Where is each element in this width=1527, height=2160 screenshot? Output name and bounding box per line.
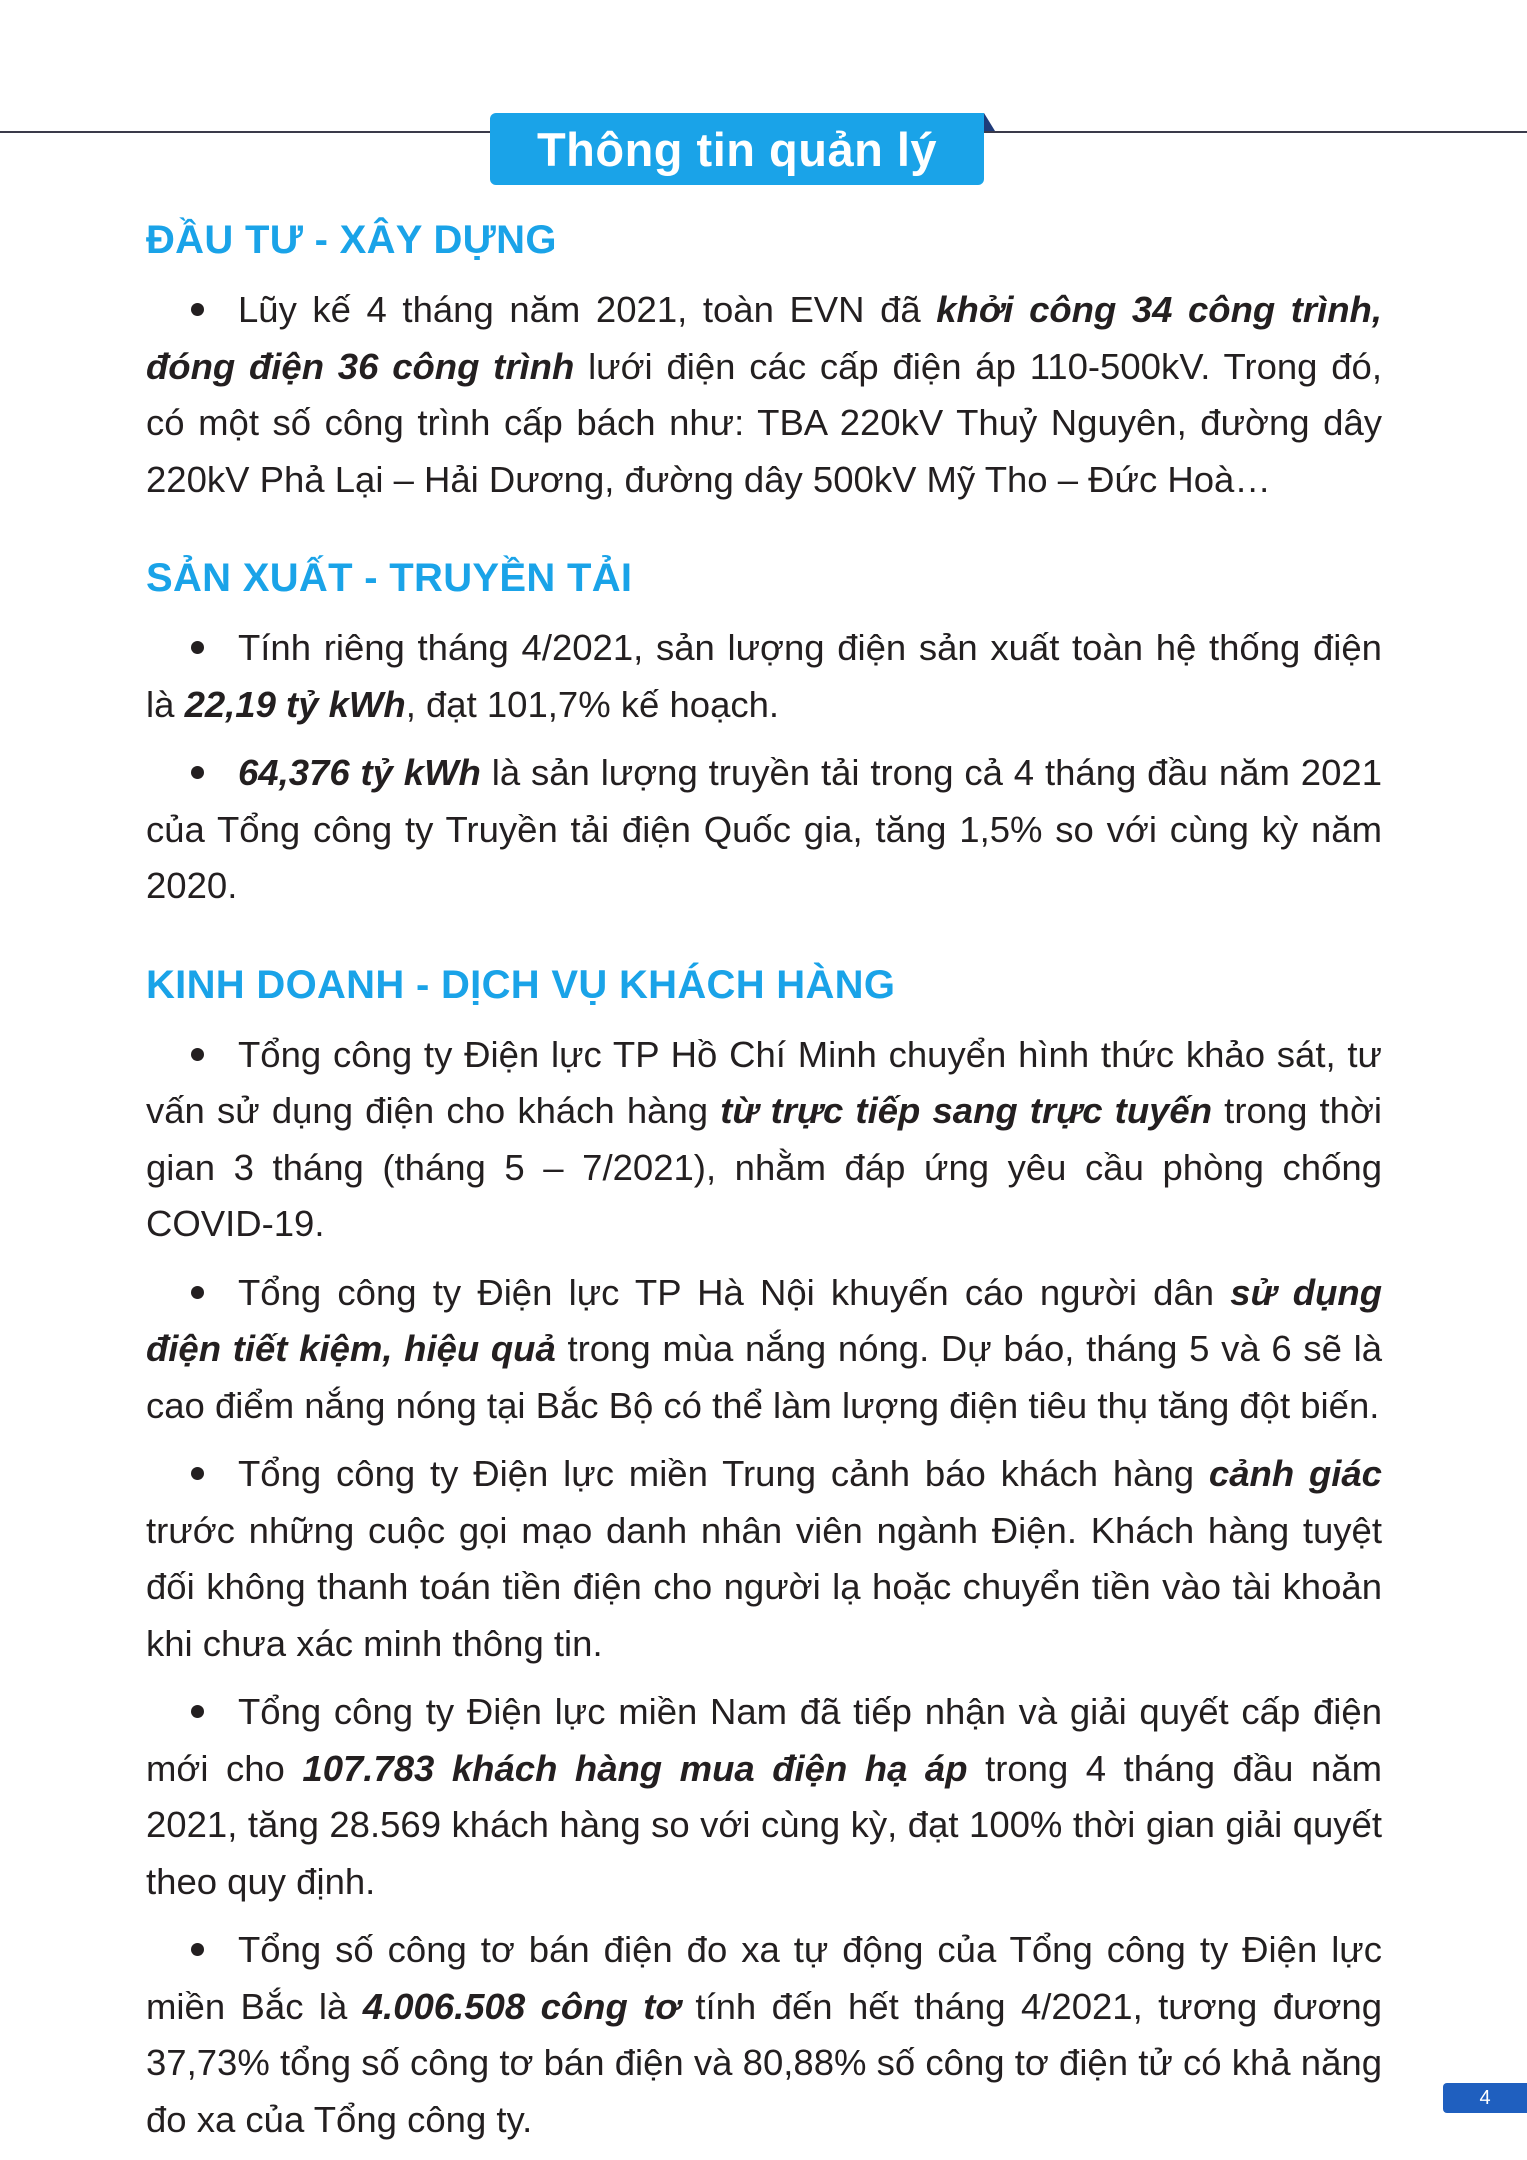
- text-run: Tổng số công tơ bán điện đo xa tự động của Tổng công ty Điện lực miền Bắc là: [146, 1929, 1382, 2027]
- text-run: Tổng công ty Điện lực miền Trung cảnh báo khách hàng: [238, 1453, 1209, 1494]
- text-run: trong thời gian 3 tháng (tháng 5 – 7/2021), nhằm đáp ứng yêu cầu phòng chống COVID-19.: [146, 1090, 1383, 1244]
- text-run: là sản lượng truyền tải trong cả 4 tháng đầu năm 2021 của Tổng công ty Truyền tải điện Quốc gia, tăng 1,5% so với cùng kỳ năm 2020.: [146, 752, 1382, 906]
- emphasis-run: khởi công 34 công trình, đóng điện 36 công trình: [146, 289, 1382, 387]
- section-heading-investment: ĐẦU TƯ - XÂY DỰNG: [146, 218, 557, 262]
- text-run: Tính riêng tháng 4/2021, sản lượng điện sản xuất toàn hệ thống điện là: [146, 627, 1382, 725]
- bullet-icon: [191, 303, 204, 316]
- emphasis-run: từ trực tiếp sang trực tuyến: [720, 1090, 1213, 1131]
- text-run: Tổng công ty Điện lực miền Nam đã tiếp nhận và giải quyết cấp điện mới cho: [146, 1691, 1382, 1789]
- text-run: trước những cuộc gọi mạo danh nhân viên ngành Điện. Khách hàng tuyệt đối không thanh toán tiền điện cho người lạ hoặc chuyển tiền vào tài khoản khi chưa xác minh thông tin.: [146, 1509, 1382, 1664]
- bullet-paragraph: [146, 1446, 1382, 1672]
- emphasis-run: cảnh giác: [1208, 1453, 1382, 1494]
- text-run: Tổng công ty Điện lực TP Hà Nội khuyến cáo người dân: [238, 1271, 1231, 1313]
- text-run: tính đến hết tháng 4/2021, tương đương 37,73% tổng số công tơ bán điện và 80,88% số công tơ điện tử có khả năng đo xa của Tổng công ty.: [146, 1985, 1382, 2140]
- bullet-paragraph: [146, 1922, 1382, 2148]
- bullet-paragraph: [146, 1684, 1382, 1910]
- bullet-icon: [191, 641, 204, 654]
- bullet-icon: [191, 1943, 204, 1956]
- bullet-icon: [191, 1286, 204, 1299]
- emphasis-run: 107.783 khách hàng mua điện hạ áp: [302, 1747, 968, 1789]
- bullet-paragraph: [146, 620, 1382, 733]
- bullet-icon: [191, 1048, 204, 1061]
- emphasis-run: 22,19 tỷ kWh: [184, 683, 406, 725]
- bullet-paragraph: [146, 282, 1382, 508]
- emphasis-run: 4.006.508 công tơ: [362, 1985, 680, 2027]
- emphasis-run: sử dụng điện tiết kiệm, hiệu quả: [146, 1271, 1382, 1369]
- bullet-paragraph: [146, 1027, 1382, 1253]
- page-title: Thông tin quản lý: [536, 122, 938, 176]
- emphasis-run: 64,376 tỷ kWh: [238, 752, 481, 793]
- bullet-icon: [191, 766, 204, 779]
- text-run: Lũy kế 4 tháng năm 2021, toàn EVN đã: [238, 289, 937, 330]
- section-heading-business: KINH DOANH - DỊCH VỤ KHÁCH HÀNG: [146, 962, 896, 1007]
- text-run: , đạt 101,7% kế hoạch.: [405, 683, 780, 725]
- section-heading-production: SẢN XUẤT - TRUYỀN TẢI: [146, 556, 633, 600]
- text-run: lưới điện các cấp điện áp 110-500kV. Trong đó, có một số công trình cấp bách như: TBA 220kV Thuỷ Nguyên, đường dây 220kV Phả Lại – Hải Dương, đường dây 500kV Mỹ Tho – Đức Hoà…: [146, 345, 1382, 500]
- bullet-icon: [191, 1467, 204, 1480]
- text-run: Tổng công ty Điện lực TP Hồ Chí Minh chuyển hình thức khảo sát, tư vấn sử dụng điện cho khách hàng: [146, 1033, 1382, 1131]
- text-run: trong mùa nắng nóng. Dự báo, tháng 5 và 6 sẽ là cao điểm nắng nóng tại Bắc Bộ có thể làm lượng điện tiêu thụ tăng đột biến.: [146, 1328, 1382, 1426]
- bullet-paragraph: [146, 1265, 1382, 1435]
- bullet-paragraph: [146, 745, 1382, 915]
- page-number-badge: 4: [1443, 2083, 1527, 2113]
- bullet-icon: [191, 1705, 204, 1718]
- header-tab: [490, 113, 984, 185]
- article-body: [146, 212, 1382, 2148]
- text-run: trong 4 tháng đầu năm 2021, tăng 28.569 khách hàng so với cùng kỳ, đạt 100% thời gian giải quyết theo quy định.: [146, 1747, 1382, 1902]
